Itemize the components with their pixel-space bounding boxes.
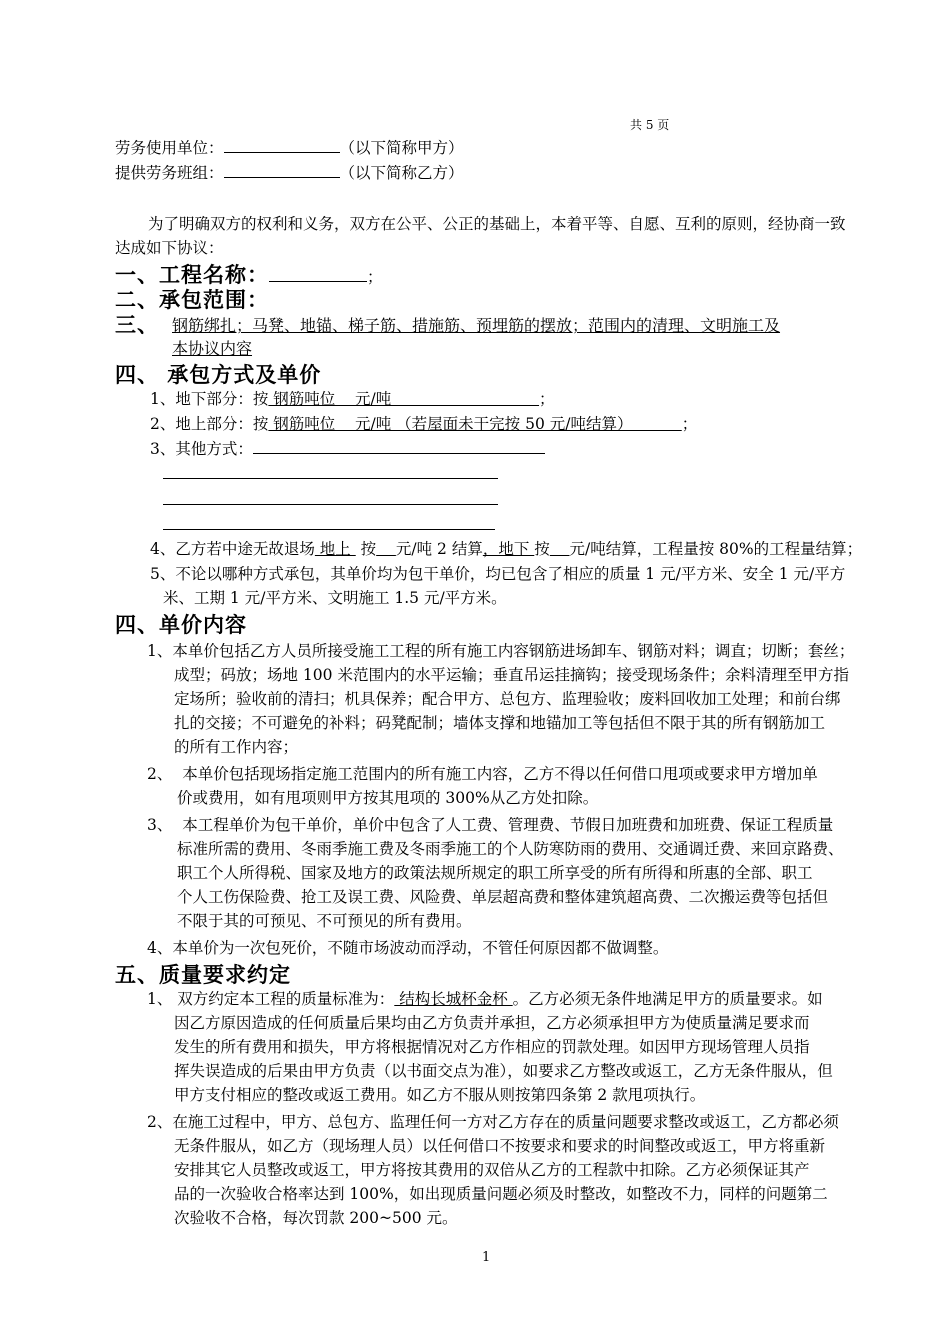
s5-p2-line-1: 2、在施工过程中，甲方、总包方、监理任何一方对乙方存在的质量问题要求整改或返工，乙方都必须	[147, 1113, 839, 1131]
section-1	[115, 262, 383, 288]
s5-p1-line-2: 因乙方原因造成的任何质量后果均由乙方负责并承担，乙方必须承担甲方为使质量满足要求而	[174, 1014, 810, 1032]
s4b-p1-line-1: 1、本单价包括乙方人员所接受施工工程的所有施工内容钢筋进场卸车、钢筋对料；调直；切断；套丝；	[147, 642, 855, 660]
s5-p2-line-3: 安排其它人员整改或返工，甲方将按其费用的双倍从乙方的工程款中扣除。乙方必须保证其产	[174, 1161, 810, 1179]
section-4-item-2	[150, 413, 697, 435]
s4b-p3-line-3: 职工个人所得税、国家及地方的政策法规所规定的职工所享受的所有所得和所惠的全部、职工	[177, 864, 813, 882]
item-4-text-g: 按	[534, 540, 550, 558]
quality-standard-value: 结构长城杯金杯	[394, 990, 513, 1008]
s5-p2-line-4: 品的一次验收合格率达到 100%，如出现质量问题必须及时整改，如整改不力，同样的问题第二	[174, 1185, 828, 1203]
item-2-prefix: 2、地上部分：按	[150, 415, 269, 433]
section-3-num: 三、	[115, 313, 159, 337]
item-1-prefix: 1、地下部分：按	[150, 390, 269, 408]
blank-line-1	[163, 478, 498, 479]
party-a-suffix: （以下简称甲方）	[339, 139, 464, 157]
page-number: 1	[482, 1250, 491, 1265]
s4b-p2-line-2: 价或费用，如有甩项则甲方按其甩项的 300%从乙方处扣除。	[177, 789, 599, 807]
section-4-item-5-line-1: 5、不论以哪种方式承包，其单价均为包干单价，均已包含了相应的质量 1 元/平方米、安全 1 元/平方	[150, 565, 846, 583]
party-b-line	[115, 162, 464, 184]
section-2-title: 二、承包范围：	[115, 288, 269, 312]
s5-p1-suffix: 。乙方必须无条件地满足甲方的质量要求。如	[512, 990, 823, 1008]
item-2-price: 钢筋吨位 元/吨 （若屋面未干完按 50 元/吨结算）	[268, 415, 682, 433]
s4b-p1-line-4: 扎的交接；不可避免的补料；码凳配制；墙体支撑和地锚加工等包括但不限于其的所有钢筋加工	[174, 714, 826, 732]
s4b-p4: 4、本单价为一次包死价，不随市场波动而浮动，不管任何原因都不做调整。	[147, 939, 669, 957]
other-method-blank	[253, 438, 545, 454]
item-4-text-i: 元/吨结算，工程量按 80%的工程量结算；	[569, 540, 863, 558]
party-b-label: 提供劳务班组：	[115, 164, 224, 182]
blank-line-3	[163, 529, 495, 530]
s4b-p3-line-2: 标准所需的费用、冬雨季施工费及冬雨季施工的个人防寒防雨的费用、交通调迁费、来回京路费、	[177, 840, 844, 858]
s5-p1-line-5: 甲方支付相应的整改或返工费用。如乙方不服从则按第四条第 2 款甩项执行。	[174, 1086, 706, 1104]
item-4-text-c: 按	[355, 540, 377, 558]
s4b-p3-line-1: 3、 本工程单价为包干单价，单价中包含了人工费、管理费、节假日加班费和加班费、保证工程质量	[147, 816, 834, 834]
item-4-below: ，地下	[482, 540, 535, 558]
item-3-prefix: 3、其他方式：	[150, 440, 253, 458]
blank-line-2	[163, 504, 498, 505]
s4b-p3-line-4: 个人工伤保险费、抢工及误工费、风险费、单层超高费和整体建筑超高费、二次搬运费等包括但	[177, 888, 829, 906]
quality-standard-label: 1、 双方约定本工程的质量标准为：	[147, 990, 395, 1008]
item-4-text-e: 元/吨 2 结算	[395, 540, 483, 558]
section-1-title: 一、工程名称：	[115, 263, 269, 287]
intro-line-2: 达成如下协议：	[115, 239, 224, 257]
party-a-blank	[224, 137, 340, 153]
item-4-blank-1	[376, 540, 396, 558]
party-b-blank	[224, 162, 340, 178]
item-4-blank-2	[550, 540, 570, 558]
s4b-p2-line-1: 2、 本单价包括现场指定施工范围内的所有施工内容，乙方不得以任何借口甩项或要求甲方增加单	[147, 765, 818, 783]
section-3-line-2: 本协议内容	[172, 339, 253, 358]
item-4-above: 地上	[314, 540, 356, 558]
page-total: 共 5 页	[630, 118, 670, 132]
intro-line-1: 为了明确双方的权利和义务，双方在公平、公正的基础上，本着平等、自愿、互利的原则，经协商一致	[148, 215, 846, 233]
section-1-end: ；	[367, 268, 383, 286]
s5-p1-line-1	[147, 988, 823, 1010]
item-2-end: ；	[681, 415, 698, 433]
party-a-label: 劳务使用单位：	[115, 139, 224, 157]
party-b-suffix: （以下简称乙方）	[339, 164, 464, 182]
section-4-item-3	[150, 438, 545, 460]
item-1-end: ；	[539, 390, 555, 408]
section-4-item-4	[150, 538, 862, 560]
section-4-title: 四、 承包方式及单价	[115, 363, 322, 387]
s4b-p1-line-2: 成型；码放；场地 100 米范围内的水平运输；垂直吊运挂摘钩；接受现场条件；余料清理至甲方指	[174, 666, 849, 684]
section-4-item-5-line-2: 米、工期 1 元/平方米、文明施工 1.5 元/平方米。	[163, 589, 507, 607]
s5-p2-line-2: 无条件服从，如乙方（现场理人员）以任何借口不按要求和要求的时间整改或返工，甲方将重新	[174, 1137, 826, 1155]
section-5-title: 五、质量要求约定	[115, 963, 291, 987]
item-1-price: 钢筋吨位 元/吨	[268, 390, 540, 408]
s4b-p1-line-3: 定场所；验收前的清扫；机具保养；配合甲方、总包方、监理验收；废料回收加工处理；和前台绑	[174, 690, 841, 708]
section-4b-title: 四、单价内容	[115, 613, 247, 637]
s5-p2-line-5: 次验收不合格，每次罚款 200~500 元。	[174, 1209, 458, 1227]
s5-p1-line-3: 发生的所有费用和损失，甲方将根据情况对乙方作相应的罚款处理。如因甲方现场管理人员指	[174, 1038, 810, 1056]
project-name-blank	[269, 266, 367, 282]
item-4-text-a: 4、乙方若中途无故退场	[150, 540, 315, 558]
s4b-p3-line-5: 不限于其的可预见、不可预见的所有费用。	[177, 912, 472, 930]
section-4-item-1	[150, 388, 555, 410]
party-a-line	[115, 137, 464, 159]
section-3-line-1: 钢筋绑扎；马凳、地锚、梯子筋、措施筋、预埋筋的摆放；范围内的清理、文明施工及	[172, 316, 781, 335]
s5-p1-line-4: 挥失误造成的后果由甲方负责（以书面交点为准），如要求乙方整改或返工，乙方无条件服从，但	[174, 1062, 833, 1080]
s4b-p1-line-5: 的所有工作内容；	[174, 738, 299, 756]
